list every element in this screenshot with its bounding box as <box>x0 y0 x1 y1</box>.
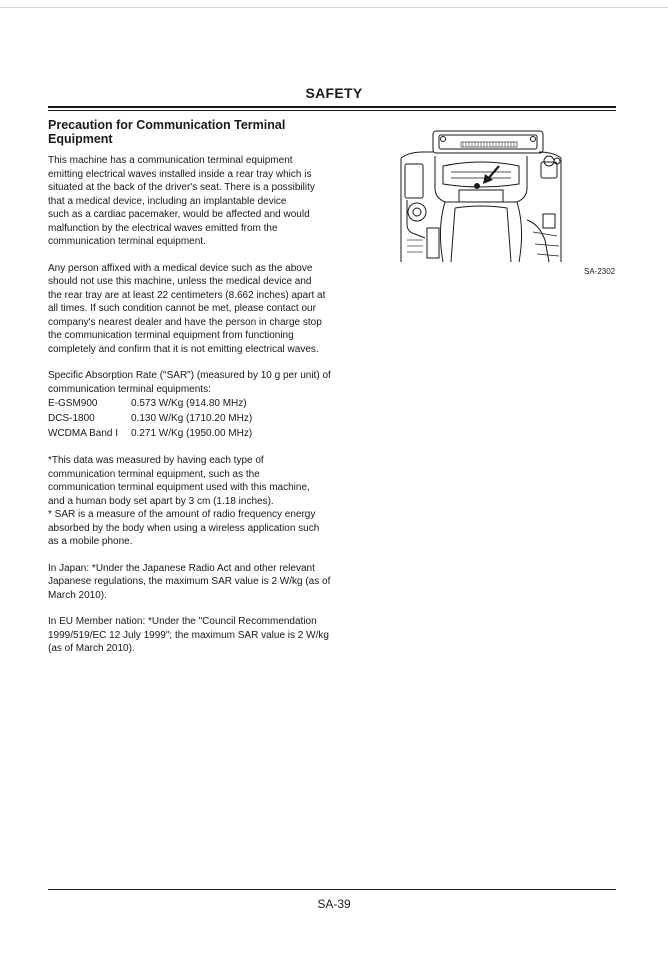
japan-regulation-paragraph <box>48 562 348 603</box>
text-line: (as of March 2010). <box>48 643 135 654</box>
text-line: Japanese regulations, the maximum SAR value is 2 W/kg (as of <box>48 576 331 587</box>
header-rule-thin <box>48 110 616 111</box>
section-title: Precaution for Communication Terminal Equipment <box>48 118 286 146</box>
text-line: malfunction by the electrical waves emitted from the <box>48 222 278 234</box>
text-line: and a human body set apart by 3 cm (1.18 inches). <box>48 495 274 507</box>
band-cell: E-GSM900 <box>48 398 98 409</box>
text-line: communication terminal equipment. <box>48 236 206 247</box>
text-line: situated at the back of the driver's seat. There is a possibility <box>48 182 315 193</box>
text-line: as a mobile phone. <box>48 536 133 547</box>
figure-label: SA-2302 <box>584 267 616 276</box>
cab-rear-tray-figure <box>399 128 563 263</box>
text-line: that a medical device, including an implantable device <box>48 195 287 207</box>
text-line: March 2010). <box>48 589 107 601</box>
text-line: In Japan: *Under the Japanese Radio Act and other relevant <box>48 562 315 574</box>
table-row <box>48 396 252 411</box>
main-text-column <box>48 118 348 669</box>
sar-value-cell: 0.271 W/Kg (1950.00 MHz) <box>131 428 253 439</box>
text-line: the rear tray are at least 22 centimeters (8.662 inches) apart at <box>48 289 326 301</box>
text-line: absorbed by the body when using a wireless application such <box>48 522 320 534</box>
warning-paragraph <box>48 262 348 357</box>
text-line: completely and confirm that it is not emitting electrical waves. <box>48 343 319 355</box>
band-cell: WCDMA Band I <box>48 428 119 439</box>
text-line: all times. If such condition cannot be met, please contact our <box>48 303 316 314</box>
table-row <box>48 411 252 426</box>
text-line: communication terminal equipments: <box>48 383 211 395</box>
text-line: In EU Member nation: *Under the "Council Recommendation <box>48 616 317 627</box>
header-rule-thick <box>48 106 616 108</box>
text-line: Any person affixed with a medical device such as the above <box>48 262 313 274</box>
text-line: communication terminal equipment, such as the <box>48 468 260 480</box>
band-cell: DCS-1800 <box>48 413 95 424</box>
text-line: company's nearest dealer and have the person in charge stop <box>48 316 322 328</box>
text-line: emitting electrical waves installed inside a rear tray which is <box>48 168 312 180</box>
sar-value-cell: 0.130 W/Kg (1710.20 MHz) <box>131 413 253 424</box>
sar-intro-paragraph <box>48 369 348 396</box>
sar-table <box>48 396 252 441</box>
text-line: This machine has a communication terminal equipment <box>48 155 293 166</box>
text-line: *This data was measured by having each type of <box>48 455 264 466</box>
intro-paragraph <box>48 154 348 249</box>
footer-rule <box>48 889 616 890</box>
text-line: should not use this machine, unless the medical device and <box>48 276 312 287</box>
text-line: communication terminal equipment used with this machine, <box>48 482 310 493</box>
text-line: 1999/519/EC 12 July 1999"; the maximum SAR value is 2 W/kg <box>48 629 329 641</box>
page-number: SA-39 <box>317 897 351 911</box>
measurement-note-paragraph <box>48 454 348 549</box>
top-divider <box>0 7 668 8</box>
page-header-title: SAFETY <box>305 85 363 101</box>
sar-value-cell: 0.573 W/Kg (914.80 MHz) <box>131 398 247 409</box>
text-line: the communication terminal equipment from functioning <box>48 330 294 341</box>
text-line: * SAR is a measure of the amount of radio frequency energy <box>48 509 316 520</box>
text-line: such as a cardiac pacemaker, would be affected and would <box>48 209 310 220</box>
eu-regulation-paragraph <box>48 615 348 656</box>
text-line: Specific Absorption Rate ("SAR") (measured by 10 g per unit) of <box>48 370 331 381</box>
table-row <box>48 426 252 441</box>
operator-cab-rear-tray-illustration <box>399 128 563 263</box>
